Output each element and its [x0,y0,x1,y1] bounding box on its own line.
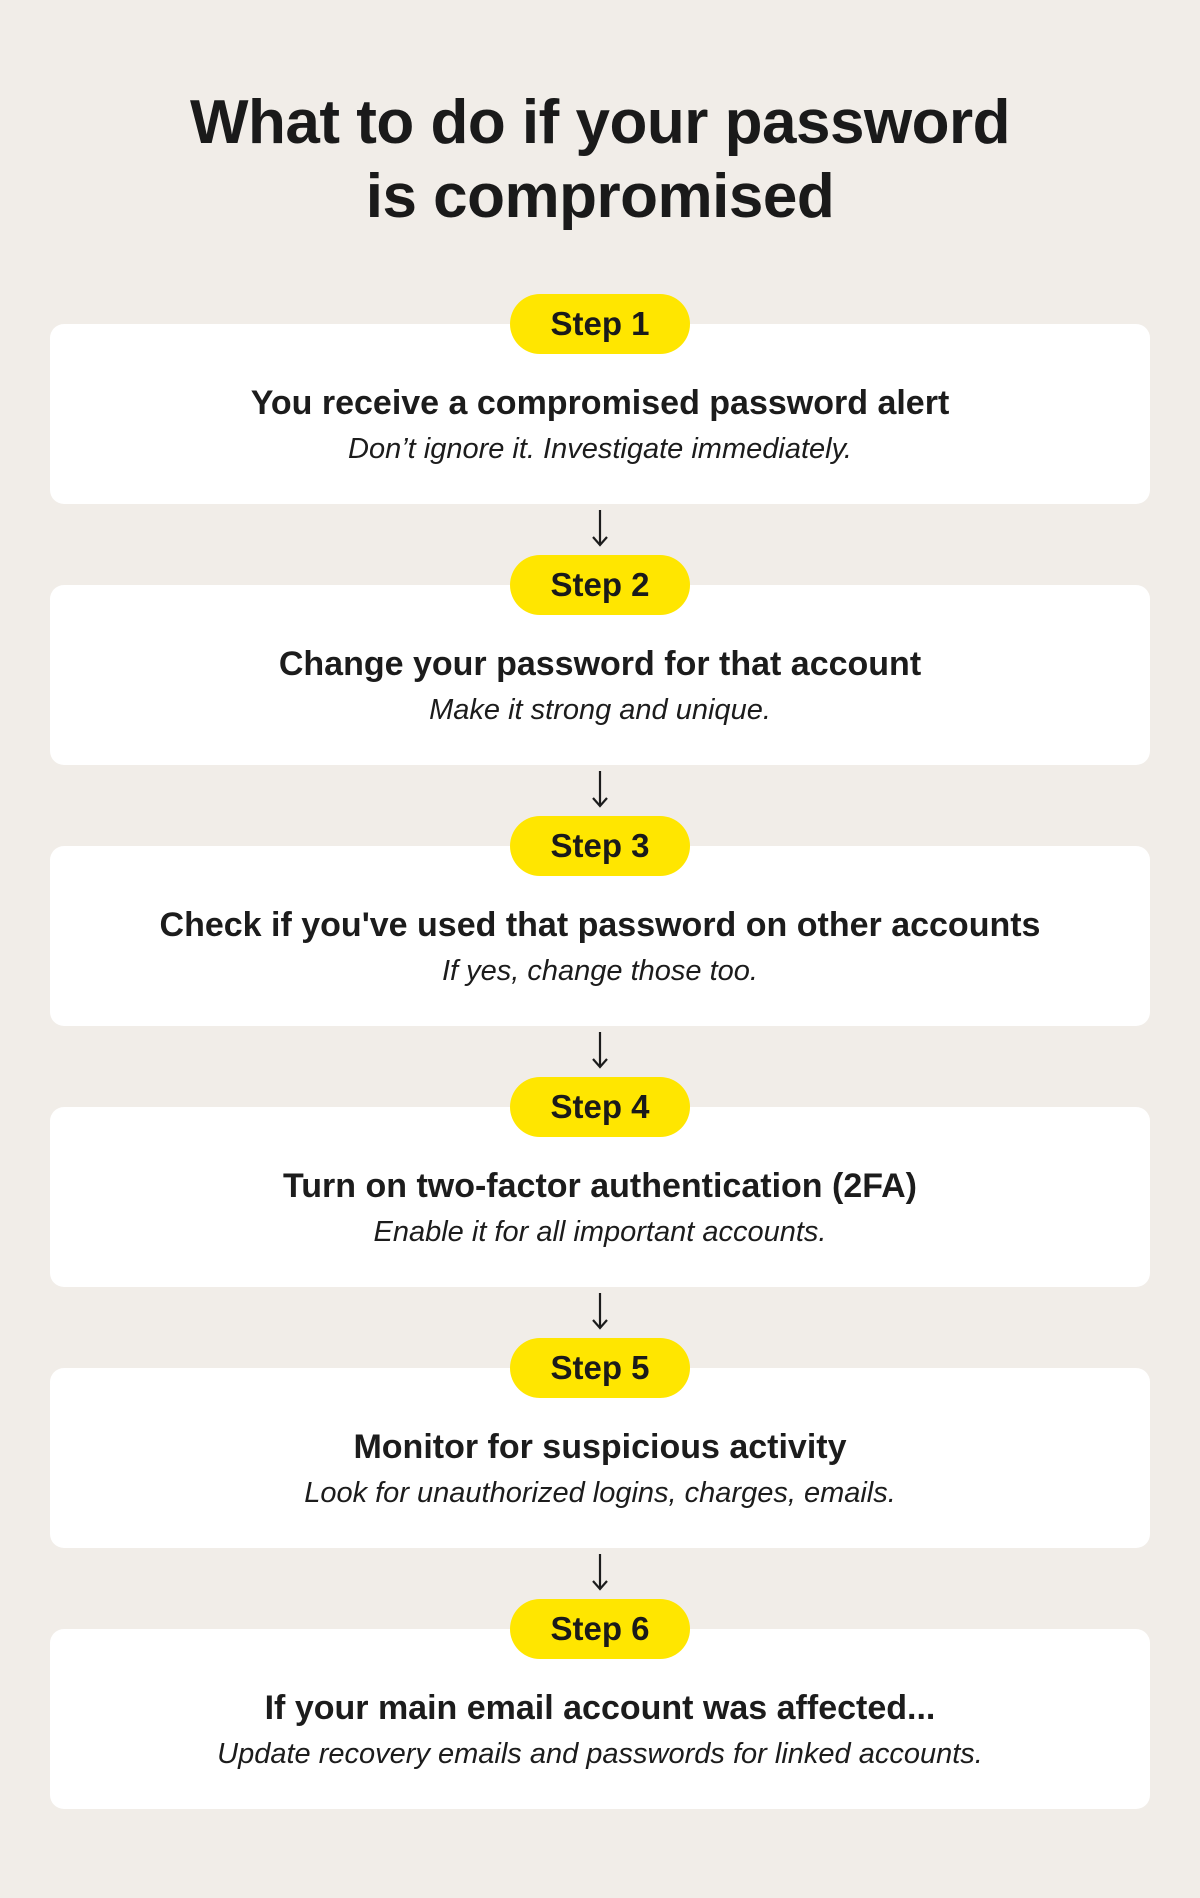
page-title [0,86,1200,234]
step-5-badge: Step 5 [510,1338,690,1398]
step-1-title: You receive a compromised password alert [250,384,950,422]
step-5 [0,1338,1200,1599]
step-6-title: If your main email account was affected... [264,1689,936,1727]
step-3-title: Check if you've used that password on other accounts [159,906,1041,944]
step-2-subtitle: Make it strong and unique. [429,694,771,726]
step-2-title: Change your password for that account [278,645,922,683]
steps-flow [0,294,1200,1860]
step-3 [0,816,1200,1077]
step-4 [0,1077,1200,1338]
step-5-title: Monitor for suspicious activity [353,1428,847,1466]
step-6 [0,1599,1200,1860]
page-title-line-1: What to do if your password [189,88,1011,157]
step-5-subtitle: Look for unauthorized logins, charges, emails. [304,1477,896,1509]
step-4-title: Turn on two-factor authentication (2FA) [283,1167,917,1205]
step-3-subtitle: If yes, change those too. [442,955,758,987]
step-1-badge: Step 1 [510,294,690,354]
arrow-down-icon [585,504,615,555]
arrow-down-icon [585,1026,615,1077]
step-2 [0,555,1200,816]
step-4-badge: Step 4 [510,1077,690,1137]
step-1 [0,294,1200,555]
arrow-down-icon [585,1287,615,1338]
step-6-subtitle: Update recovery emails and passwords for linked accounts. [217,1738,983,1770]
page-title-line-2: is compromised [365,162,835,231]
step-6-badge: Step 6 [510,1599,690,1659]
step-2-badge: Step 2 [510,555,690,615]
step-3-badge: Step 3 [510,816,690,876]
arrow-down-icon [585,765,615,816]
arrow-down-icon [585,1548,615,1599]
step-4-subtitle: Enable it for all important accounts. [373,1216,827,1248]
step-1-subtitle: Don’t ignore it. Investigate immediately. [348,433,852,465]
